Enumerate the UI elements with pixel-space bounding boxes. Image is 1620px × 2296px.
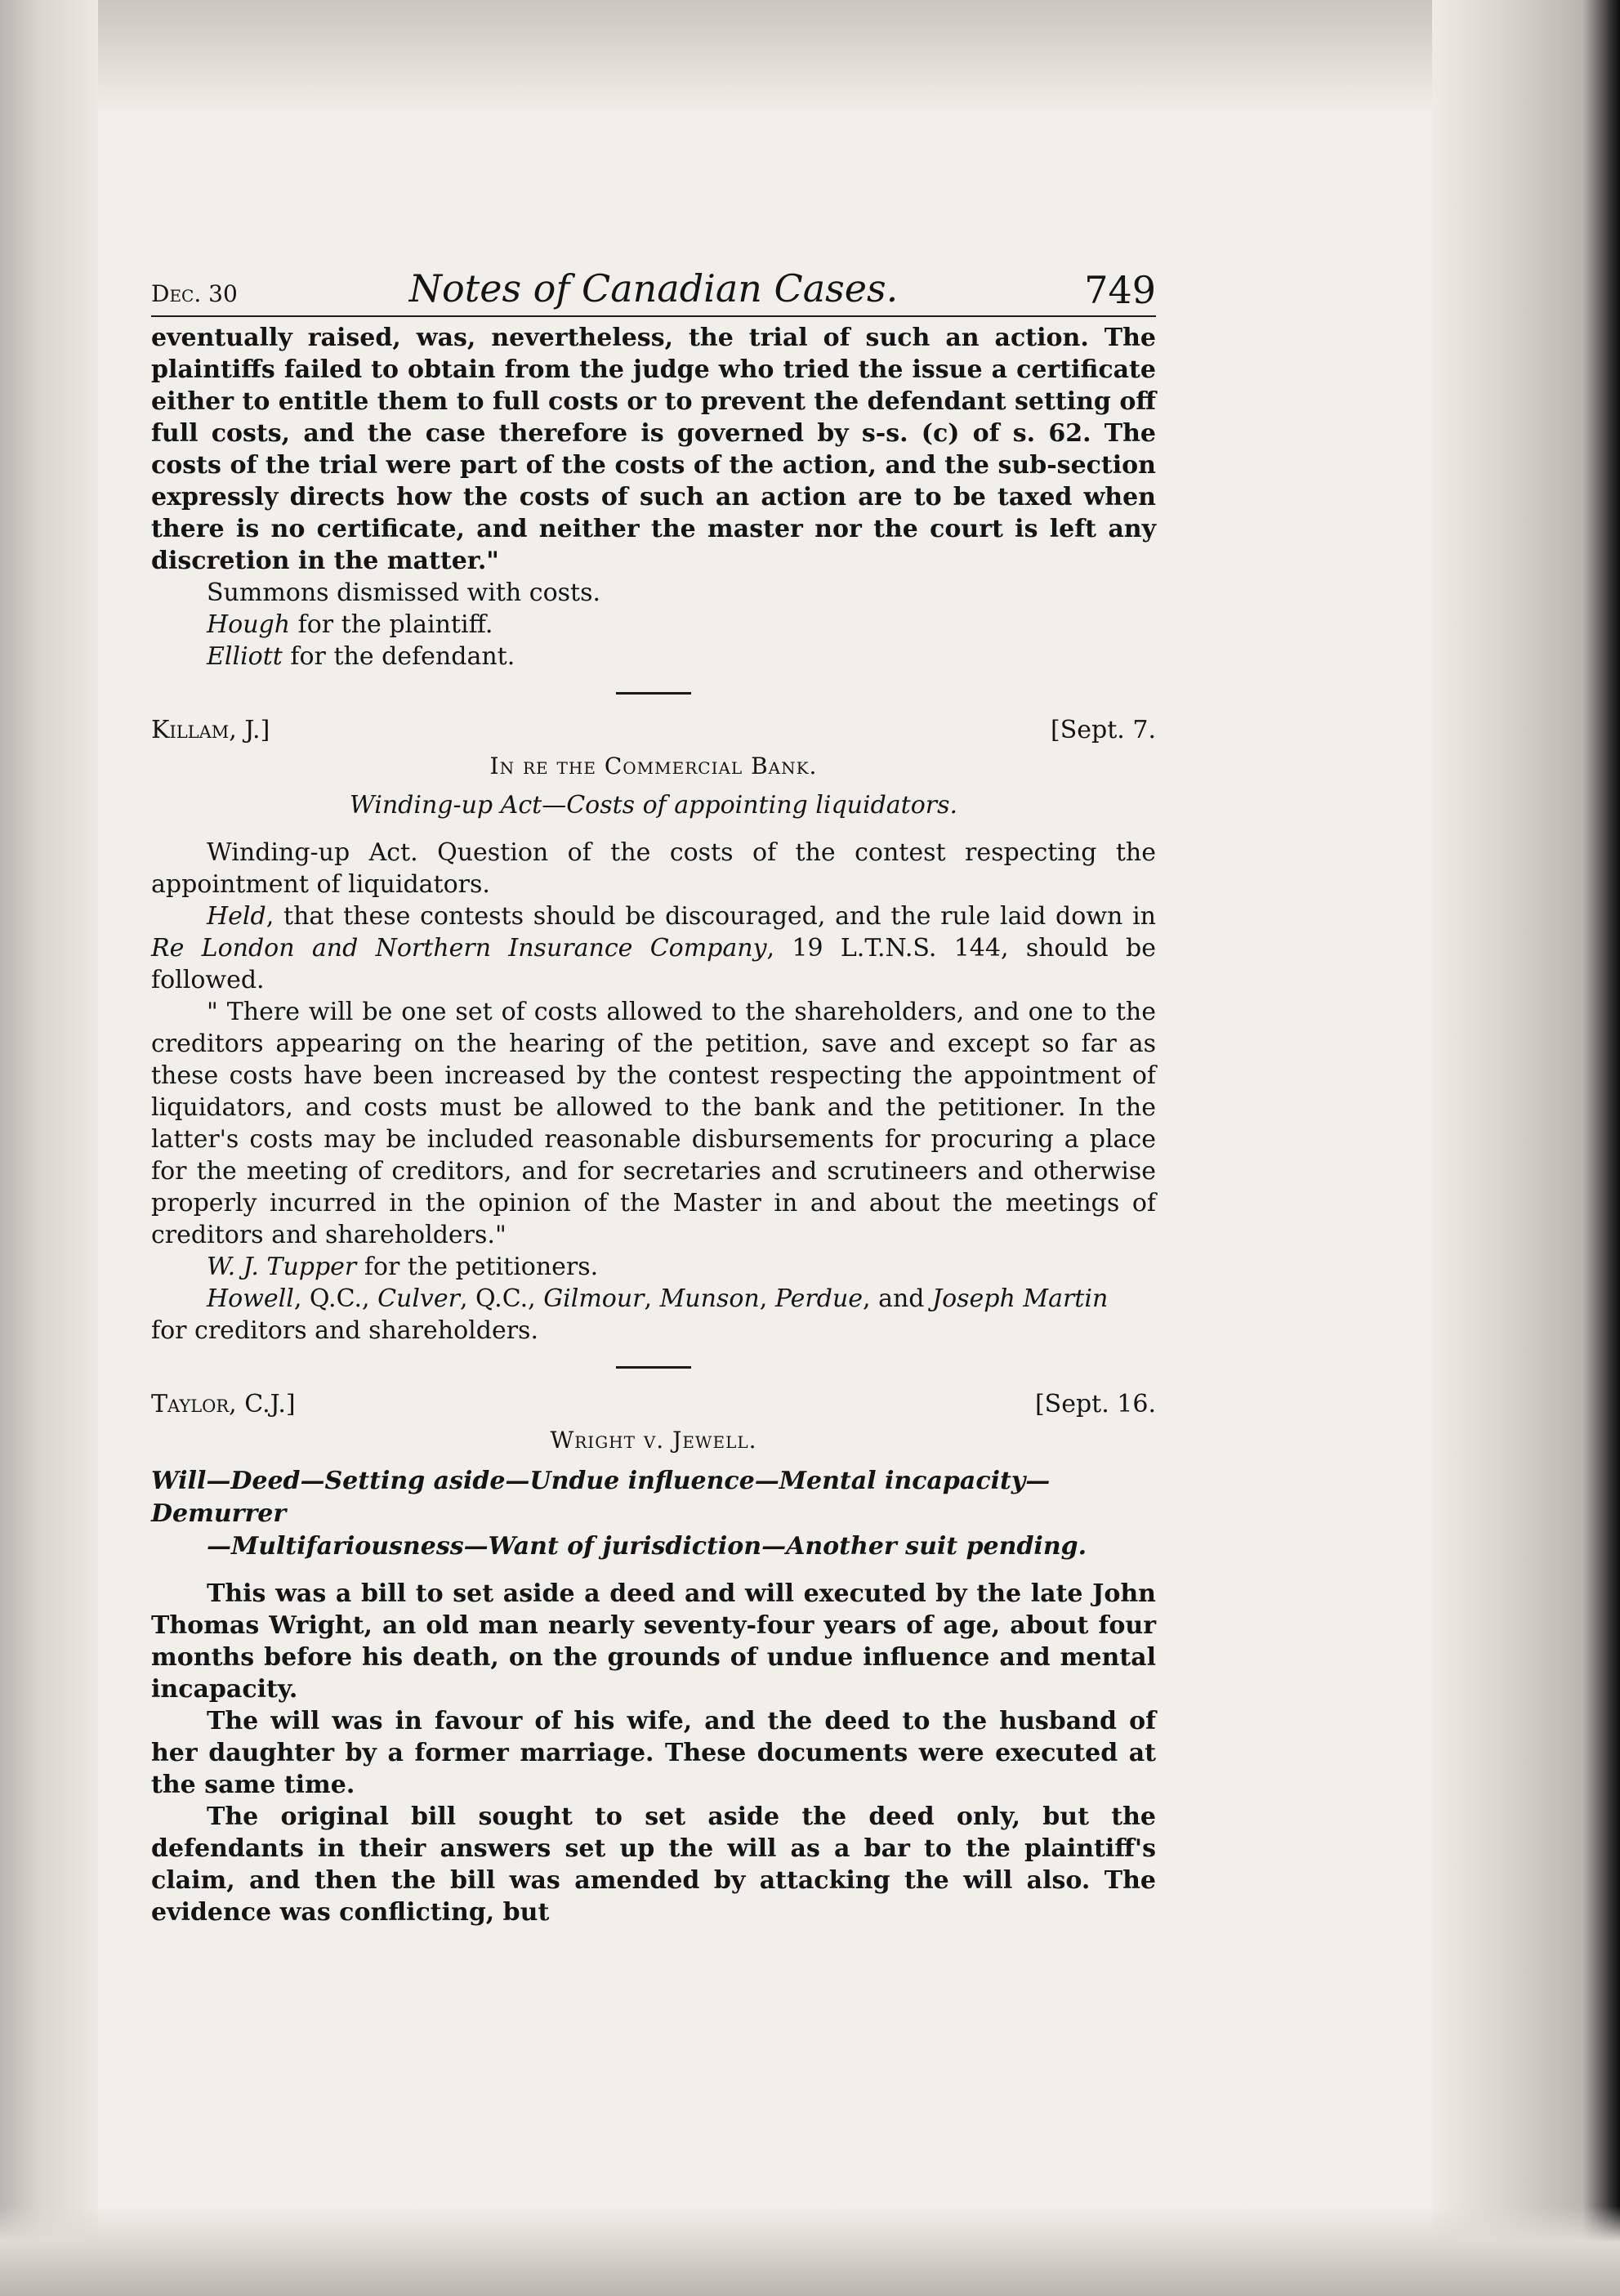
judge-name: Taylor, C.J.] [151, 1390, 296, 1418]
page-content [151, 253, 1156, 1928]
running-head-title: Notes of Canadian Cases. [408, 266, 899, 310]
case-paragraph: The original bill sought to set aside the deed only, but the defendants in their answers set up the will as a bar to the plaintiff's claim, and then the bill was amended by attacking the will also. The evidence was conflicting, but [151, 1802, 1156, 1927]
continuation-paragraph: eventually raised, was, nevertheless, the trial of such an action. The plaintiffs failed to obtain from the judge who tried the issue a certificate either to entitle them to full costs or to prevent the defendant setting off full costs, and the case therefore is governed by s-s. (c) of s. 62. The costs of the trial were part of the costs of the action, and the sub-section expressly directs how the costs of such an action are to be taxed when there is no certificate, and neither the master nor the court is left any discretion in the matter." [151, 324, 1156, 575]
scan-shadow-right [1432, 0, 1620, 2296]
counsel-name: Gilmour [543, 1284, 645, 1313]
case-divider [616, 1366, 691, 1369]
case-title: Wright v. Jewell. [550, 1427, 757, 1454]
counsel-role: for the defendant. [282, 642, 515, 671]
judge-line [151, 1388, 1156, 1421]
scan-shadow-bottom [0, 2206, 1620, 2296]
running-head-date: Dec. 30 [151, 280, 238, 307]
counsel-name: W. J. Tupper [207, 1253, 357, 1281]
case-commercial-bank [151, 714, 1156, 1347]
held-word: Held [207, 902, 266, 931]
headnote-line: —Multifariousness—Want of jurisdiction—Another suit pending. [207, 1532, 1087, 1561]
counsel-role: for the petitioners. [356, 1253, 599, 1281]
case-date: [Sept. 16. [1034, 1390, 1156, 1418]
counsel-line [151, 641, 1156, 672]
case-headnote [151, 1465, 1156, 1563]
counsel-separator: , Q.C., [293, 1284, 378, 1313]
held-text: , that these contests should be discouraged, and the rule laid down in [266, 902, 1156, 931]
page-number: 749 [1084, 268, 1156, 312]
counsel-name: Culver [377, 1284, 460, 1313]
counsel-role: for creditors and shareholders. [151, 1316, 538, 1345]
case-continuation [151, 322, 1156, 672]
counsel-name: Howell [207, 1284, 294, 1313]
counsel-separator: , Q.C., [459, 1284, 544, 1313]
case-divider [616, 692, 691, 695]
quoted-order: " There will be one set of costs allowed to the shareholders, and one to the creditors appearing on the hearing of the petition, save and except so far as these costs have been increased by the contest respecting the appointment of liquidators, and costs must be allowed to the bank and the petitioner. In the latter's costs may be included reasonable disbursements for procuring a place for the meeting of creditors, and for secretaries and scrutineers and otherwise properly incurred in the opinion of the Master in and about the meetings of creditors and shareholders." [151, 998, 1156, 1249]
case-paragraph: Winding-up Act. Question of the costs of the contest respecting the appointment of liquidators. [151, 838, 1156, 899]
case-wright-v-jewell [151, 1388, 1156, 1928]
headnote-line: Will—Deed—Setting aside—Undue influence—Mental incapacity—Demurrer [151, 1467, 1051, 1528]
held-text: , 19 L.T.N.S. 144, should be followed. [151, 934, 1156, 994]
counsel-separator: , and [863, 1284, 933, 1313]
counsel-name: Hough [207, 610, 291, 639]
cited-case: Re London and Northern Insurance Company [151, 934, 767, 963]
counsel-line [151, 1251, 1156, 1283]
counsel-separator: , [759, 1284, 775, 1313]
counsel-name: Perdue [774, 1284, 864, 1313]
scan-shadow-top [0, 0, 1620, 114]
judge-name: Killam, J.] [151, 716, 270, 744]
counsel-separator: , [644, 1284, 660, 1313]
case-paragraph: This was a bill to set aside a deed and will executed by the late John Thomas Wright, an old man nearly seventy-four years of age, about four months before his death, on the grounds of undue influence and mental incapacity. [151, 1579, 1156, 1704]
case-paragraph: The will was in favour of his wife, and the deed to the husband of her daughter by a former marriage. These documents were executed at the same time. [151, 1707, 1156, 1799]
counsel-list [151, 1283, 1156, 1315]
judge-line [151, 714, 1156, 747]
counsel-name: Munson [659, 1284, 760, 1313]
case-title: In re the Commercial Bank. [489, 753, 818, 779]
case-result: Summons dismissed with costs. [207, 578, 601, 607]
case-date: [Sept. 7. [1051, 716, 1156, 744]
counsel-name: Elliott [207, 642, 283, 671]
scan-shadow-left [0, 0, 98, 2296]
running-head [151, 253, 1156, 317]
counsel-name: Joseph Martin [932, 1284, 1109, 1313]
counsel-role: for the plaintiff. [290, 610, 493, 639]
held-paragraph [151, 900, 1156, 996]
case-headnote: Winding-up Act—Costs of appointing liquidators. [349, 791, 958, 820]
counsel-line [151, 609, 1156, 641]
